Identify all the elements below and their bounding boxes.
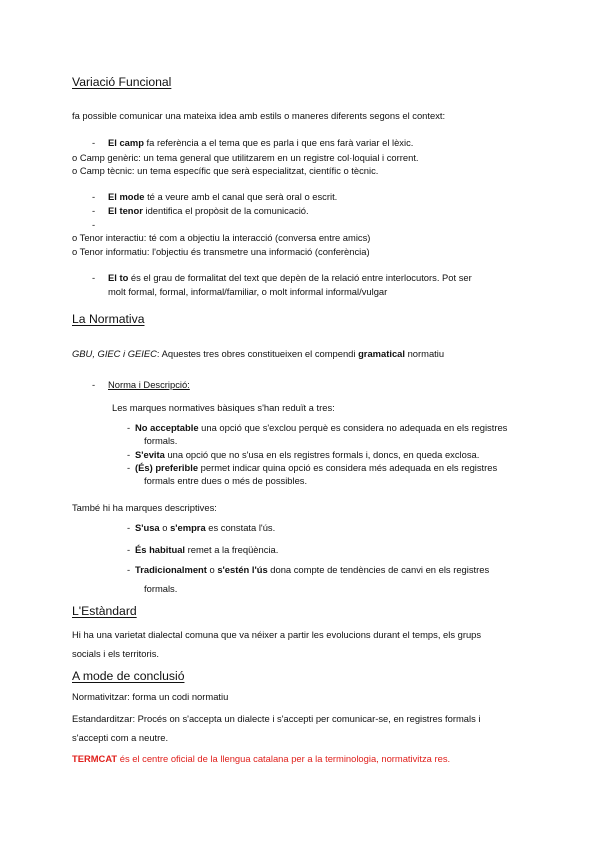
list-item-preferible-line2: formals entre dues o més de possibles. (144, 475, 308, 486)
bullet-dash: - (92, 137, 96, 148)
list-item-no-acceptable (135, 422, 507, 434)
text-tenor: identifica el propòsit de la comunicació. (142, 205, 309, 216)
text-preferible-1: permet indicar quina opció es considera més adequada en els registres (198, 462, 498, 473)
paragraph-termcat (72, 753, 450, 765)
bullet-sub-dash: - (127, 544, 131, 555)
bullet-sub-dash: - (127, 422, 131, 433)
text-susa: es constata l'ús. (205, 522, 276, 533)
heading-variacio-funcional: Variació Funcional (72, 75, 172, 89)
list-item-tenor (108, 205, 309, 217)
subheading-norma-descripcio: Norma i Descripció: (108, 379, 190, 390)
list-item-mode (108, 191, 337, 203)
paragraph-normativitzar: Normativitzar: forma un codi normatiu (72, 691, 229, 702)
bullet-sub-dash: - (127, 564, 131, 575)
paragraph-estandard-1: Hi ha una varietat dialectal comuna que va néixer a partir les evolucions durant el temps, els grups (72, 629, 482, 640)
term-mode: El mode (108, 191, 145, 202)
bullet-dash: - (92, 191, 96, 202)
paragraph-intro: fa possible comunicar una mateixa idea amb estils o maneres diferents segons el context: (72, 110, 446, 121)
list-item-sevita (135, 449, 479, 461)
term-tradicionalment: Tradicionalment (135, 564, 207, 575)
list-item-tenor-informatiu: o Tenor informatiu: l'objectiu és transmetre una informació (conferència) (72, 246, 370, 257)
term-sesten-lus: s'estén l'ús (217, 564, 268, 575)
heading-conclusio: A mode de conclusió (72, 669, 185, 683)
text-mode: té a veure amb el canal que serà oral o escrit. (144, 191, 338, 202)
term-sempra: s'empra (170, 522, 206, 533)
text-tradicional-1: dona compte de tendències de canvi en els registres (267, 564, 490, 575)
paragraph-estandarditzar-2: s'accepti com a neutre. (72, 732, 169, 743)
text-sevita: una opció que no s'usa en els registres formals i, doncs, en queda exclosa. (164, 449, 480, 460)
heading-estandard: L'Estàndard (72, 604, 137, 618)
text-camp: fa referència a el tema que es parla i que ens farà variar el lèxic. (143, 137, 414, 148)
list-item-tradicionalment-line2: formals. (144, 583, 178, 594)
list-item-tenor-interactiu: o Tenor interactiu: té com a objectiu la interacció (conversa entre amics) (72, 232, 371, 243)
text-tradicional-mid: o (206, 564, 218, 575)
list-item-susa (135, 522, 275, 534)
list-item-tradicionalment (135, 564, 489, 576)
bullet-dash: - (92, 272, 96, 283)
term-sevita: S'evita (135, 449, 165, 460)
heading-la-normativa: La Normativa (72, 312, 145, 326)
text-to-1: és el grau de formalitat del text que depèn de la relació entre interlocutors. Pot ser (128, 272, 472, 283)
bullet-dash: - (92, 379, 96, 390)
bullet-sub-dash: - (127, 462, 131, 473)
term-to: El to (108, 272, 129, 283)
paragraph-estandard-2: socials i els territoris. (72, 648, 159, 659)
list-item-no-acceptable-line2: formals. (144, 435, 178, 446)
term-camp: El camp (108, 137, 144, 148)
paragraph-obres (72, 348, 444, 360)
paragraph-marques-descriptives: També hi ha marques descriptives: (72, 502, 217, 513)
paragraph-marques-normatives: Les marques normatives bàsiques s'han reduït a tres: (112, 402, 335, 413)
list-item-camp-generic: o Camp genèric: un tema general que utilitzarem en un registre col·loquial i corrent. (72, 152, 419, 163)
term-habitual: És habitual (135, 544, 186, 555)
paragraph-estandarditzar-1: Estandarditzar: Procés on s'accepta un dialecte i s'accepti per comunicar-se, en registres formals i (72, 713, 481, 724)
term-tenor: El tenor (108, 205, 143, 216)
text-susa-mid: o (159, 522, 171, 533)
bullet-dash: - (92, 205, 96, 216)
term-no-acceptable: No acceptable (135, 422, 199, 433)
text-termcat: és el centre oficial de la llengua catalana per a la terminologia, normativitza res. (117, 753, 451, 764)
list-item-to-line2: molt formal, formal, informal/familiar, o molt informal informal/vulgar (108, 286, 388, 297)
list-item-to (108, 272, 472, 284)
text-habitual: remet a la freqüència. (185, 544, 279, 555)
term-susa: S'usa (135, 522, 160, 533)
bullet-sub-dash: - (127, 522, 131, 533)
works-bold: gramatical (358, 348, 405, 359)
works-text-1: : Aquestes tres obres constitueixen el compendi (156, 348, 359, 359)
bullet-sub-dash: - (127, 449, 131, 460)
term-termcat: TERMCAT (72, 753, 118, 764)
list-item-habitual (135, 544, 278, 556)
list-item-preferible (135, 462, 497, 474)
bullet-dash-empty: - (92, 219, 96, 230)
list-item-camp-tecnic: o Camp tècnic: un tema específic que serà especialitzat, científic o tècnic. (72, 165, 379, 176)
works-italic: GBU, GIEC i GEIEC (72, 348, 157, 359)
list-item-camp (108, 137, 413, 149)
text-no-acceptable-1: una opció que s'exclou perquè es considera no adequada en els registres (198, 422, 508, 433)
term-preferible: (És) preferible (135, 462, 199, 473)
works-text-2: normatiu (404, 348, 445, 359)
